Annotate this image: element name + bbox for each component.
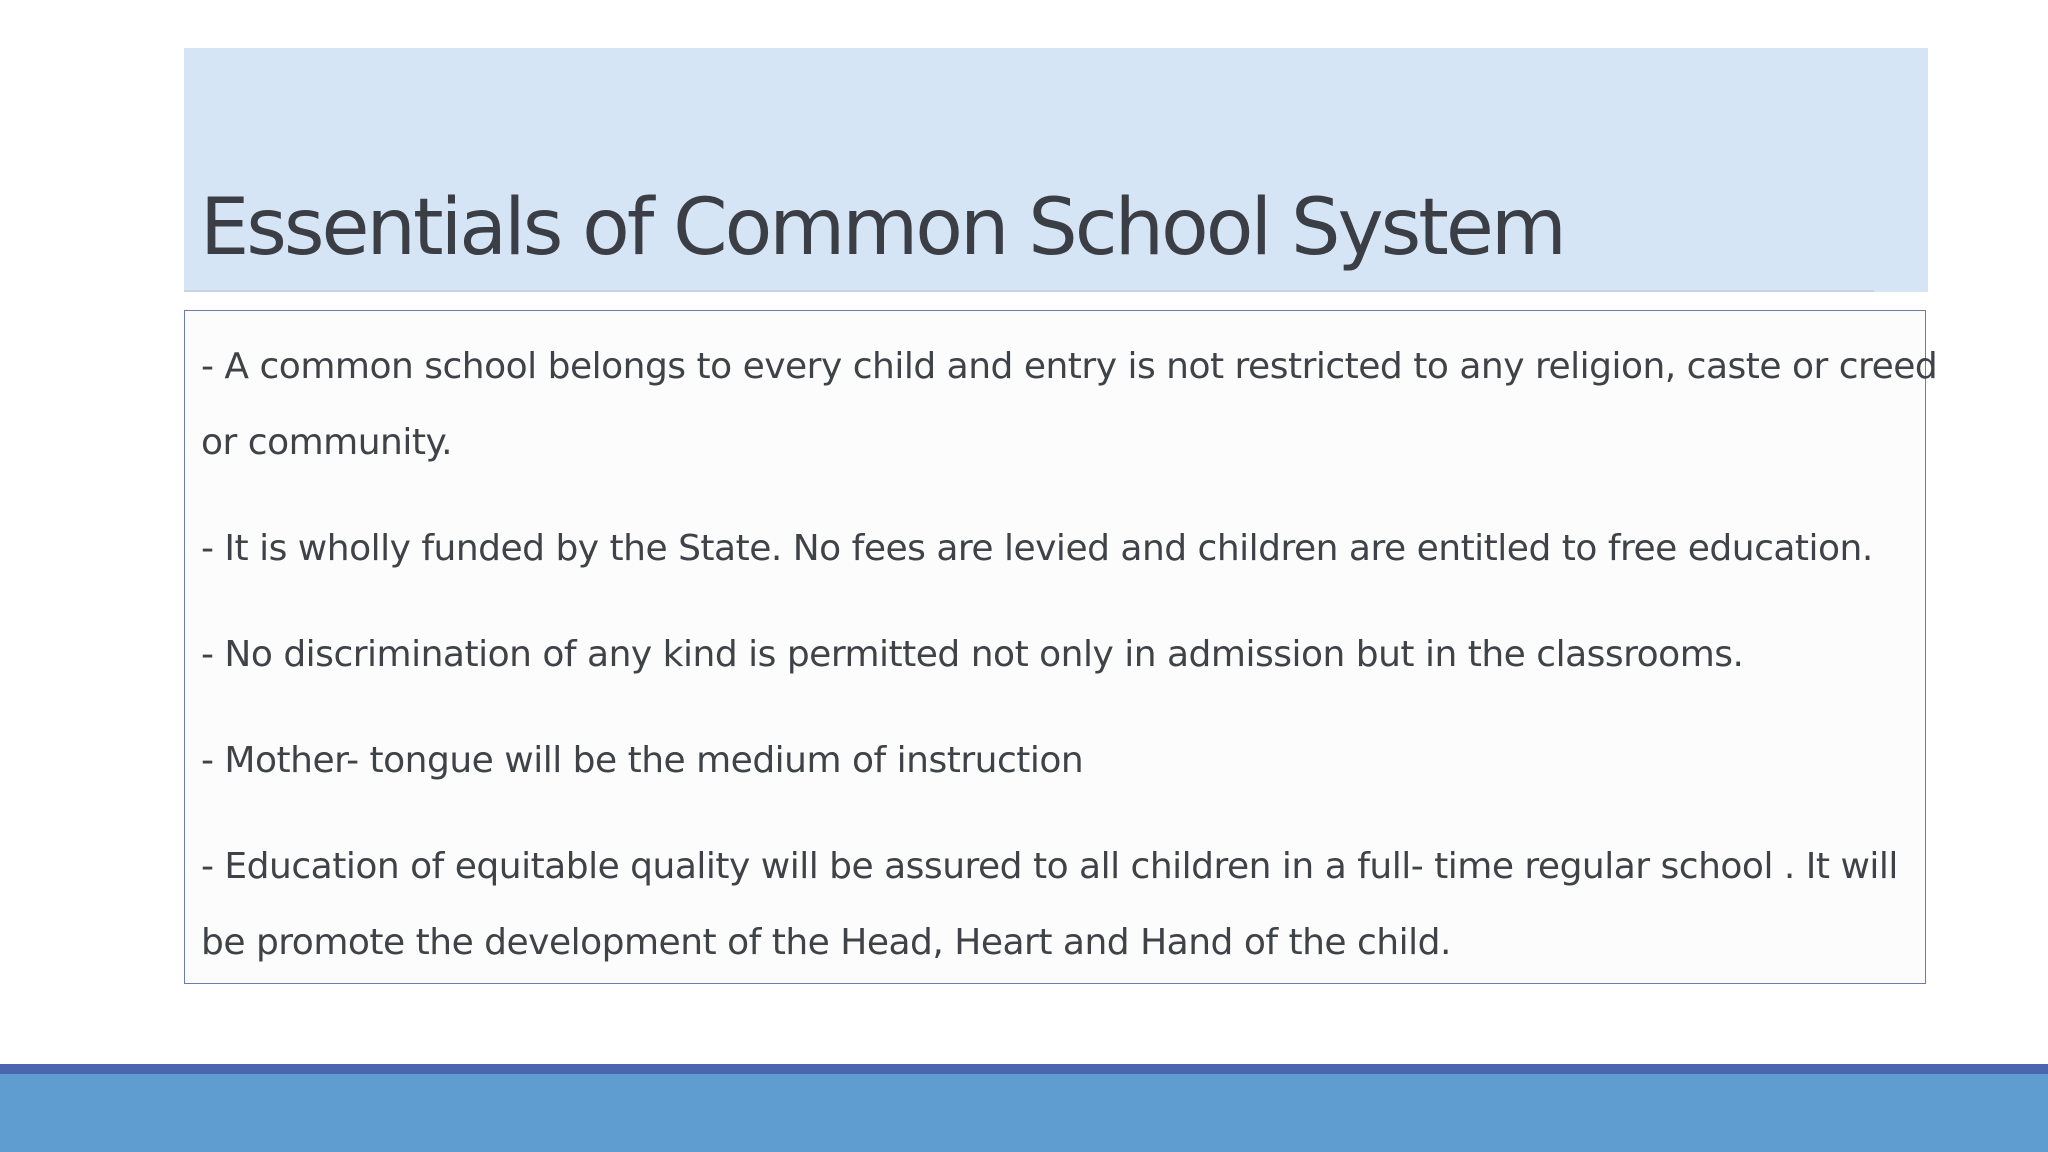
bullet-item: - Education of equitable quality will be assured to all children in a full- time regular school . It will be promote the development of the Head, Heart and Hand of the child. [201, 846, 1909, 963]
bullet-item: - No discrimination of any kind is permitted not only in admission but in the classrooms. [201, 634, 1744, 675]
bullet-item: - A common school belongs to every child and entry is not restricted to any religion, caste or creed or community. [201, 346, 1949, 463]
content-textbox[interactable] [184, 310, 1949, 984]
title-divider [184, 290, 1874, 292]
slide-title: Essentials of Common School System [200, 183, 1564, 273]
bullet-item: - It is wholly funded by the State. No fees are levied and children are entitled to free education. [201, 528, 1873, 569]
footer-accent-line [0, 1064, 2048, 1074]
footer-bar [0, 1074, 2048, 1152]
bullet-item: - Mother- tongue will be the medium of instruction [201, 740, 1084, 781]
